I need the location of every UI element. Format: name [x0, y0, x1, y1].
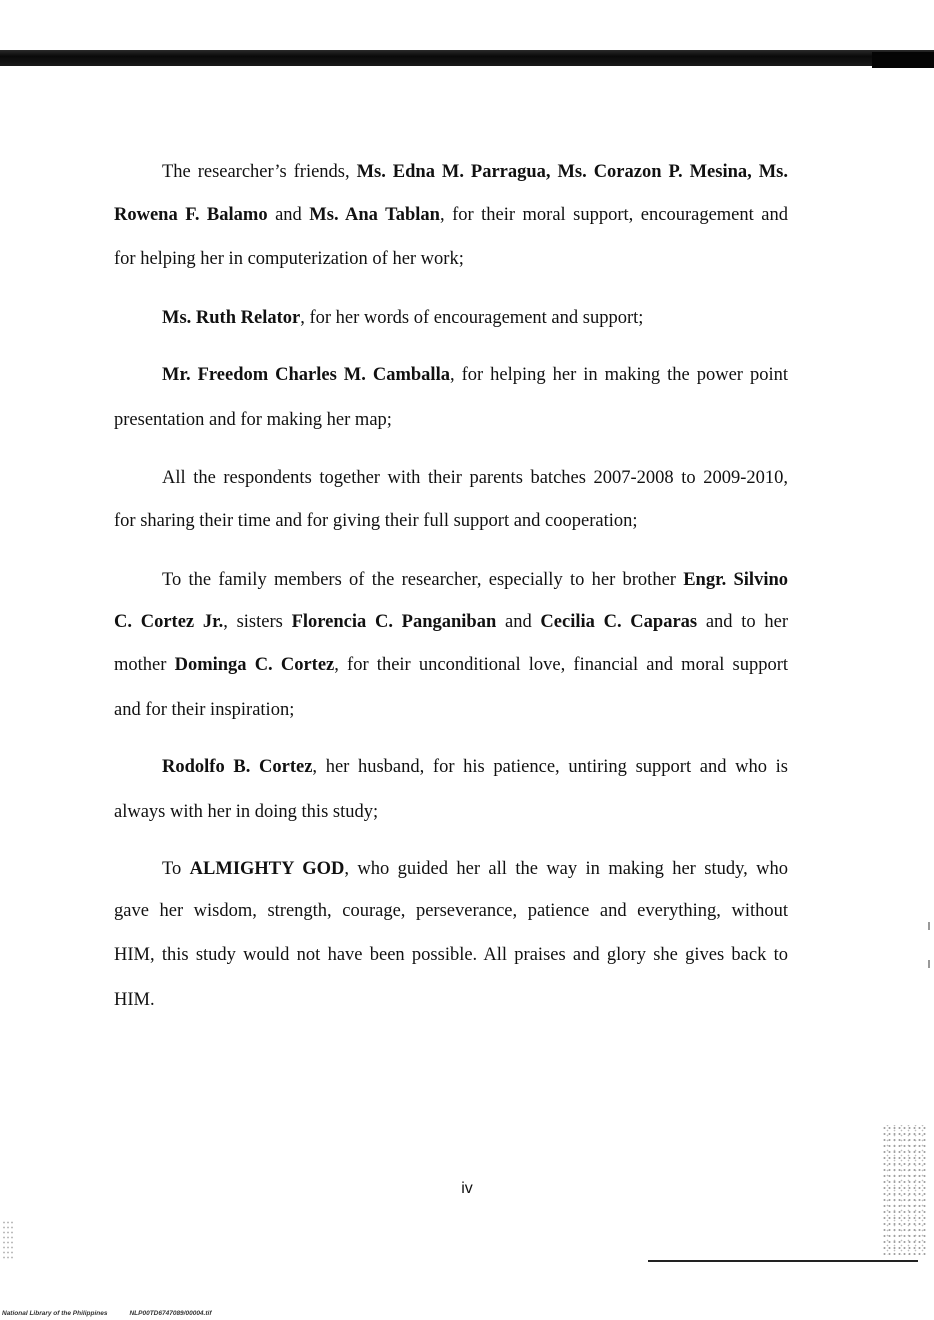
name-run: Ms. Ana Tablan: [309, 205, 440, 225]
text-run: The researcher’s friends,: [162, 162, 357, 182]
paragraph-7-line-1: [162, 858, 788, 880]
text-run: , for their moral support, encouragement and: [439, 205, 788, 225]
text-run: always with her in doing this study;: [114, 802, 379, 822]
paragraph-4-line-1: [162, 467, 788, 489]
paragraph-6-line-2: [114, 801, 788, 823]
scan-caption: [2, 1310, 234, 1317]
name-run: Dominga C. Cortez: [174, 655, 335, 675]
paragraph-3-line-2: [114, 409, 788, 431]
paragraph-1-line-3: [114, 248, 788, 270]
paragraph-4-line-2: [114, 510, 788, 532]
scan-library-name: National Library of the Philippines: [2, 1310, 108, 1317]
paragraph-7-line-2: [114, 900, 788, 922]
text-run: and: [496, 612, 541, 632]
paragraph-2-line-1: [162, 307, 788, 329]
text-run: mother: [114, 655, 175, 675]
name-run: Mr. Freedom Charles M. Camballa: [162, 365, 450, 385]
text-run: presentation and for making her map;: [114, 410, 392, 430]
paragraph-1-line-2: [114, 204, 788, 226]
text-run: and to her: [697, 612, 789, 632]
text-run: gave her wisdom, strength, courage, perseverance, patience and everything, without: [114, 901, 788, 921]
text-run: and: [267, 205, 310, 225]
text-run: , her husband, for his patience, untiring support and who is: [312, 757, 788, 777]
footer-rule: [648, 1260, 918, 1262]
text-run: , sisters: [223, 612, 292, 632]
scan-margin-mark: [928, 960, 930, 968]
scan-top-border: [0, 50, 934, 66]
text-run: , for her words of encouragement and support;: [300, 308, 644, 328]
text-run: To: [162, 859, 190, 879]
name-run: Ms. Ruth Relator: [162, 308, 301, 328]
name-run: Cecilia C. Caparas: [540, 612, 698, 632]
page-number: iv: [461, 1180, 473, 1197]
scan-margin-mark: [928, 922, 930, 930]
name-run: Rowena F. Balamo: [114, 205, 268, 225]
text-run: HIM.: [114, 990, 155, 1010]
scan-noise-right: [882, 1125, 928, 1255]
text-run: for helping her in computerization of her work;: [114, 249, 464, 269]
paragraph-5-line-1: [162, 569, 788, 591]
paragraph-5-line-2: [114, 611, 788, 633]
text-run: To the family members of the researcher, especially to her brother: [162, 570, 684, 590]
text-run: , for helping her in making the power point: [449, 365, 788, 385]
paragraph-6-line-1: [162, 756, 788, 778]
name-run: Engr. Silvino: [683, 570, 789, 590]
paragraph-5-line-3: [114, 654, 788, 676]
text-run: and for their inspiration;: [114, 700, 295, 720]
text-run: for sharing their time and for giving their full support and cooperation;: [114, 511, 638, 531]
scan-file-id: NLP00TD6747089/00004.tif: [129, 1310, 212, 1317]
name-run: ALMIGHTY GOD: [189, 859, 345, 879]
text-run: , for their unconditional love, financial and moral support: [334, 655, 789, 675]
text-run: , who guided her all the way in making her study, who: [344, 859, 789, 879]
paragraph-3-line-1: [162, 364, 788, 386]
text-run: All the respondents together with their parents batches 2007-2008 to 2009-2010,: [162, 468, 788, 488]
paragraph-7-line-3: [114, 944, 788, 966]
text-run: HIM, this study would not have been possible. All praises and glory she gives back to: [114, 945, 788, 965]
names-run: Ms. Edna M. Parragua, Ms. Corazon P. Mesina, Ms.: [356, 162, 788, 182]
name-run: Florencia C. Panganiban: [291, 612, 497, 632]
name-run: Rodolfo B. Cortez: [162, 757, 313, 777]
scan-noise-left: [2, 1220, 14, 1260]
paragraph-5-line-4: [114, 699, 788, 721]
scan-top-border-tab: [872, 52, 934, 68]
paragraph-1-line-1: [162, 161, 788, 183]
name-run: C. Cortez Jr.: [114, 612, 224, 632]
paragraph-7-line-4: [114, 989, 788, 1011]
